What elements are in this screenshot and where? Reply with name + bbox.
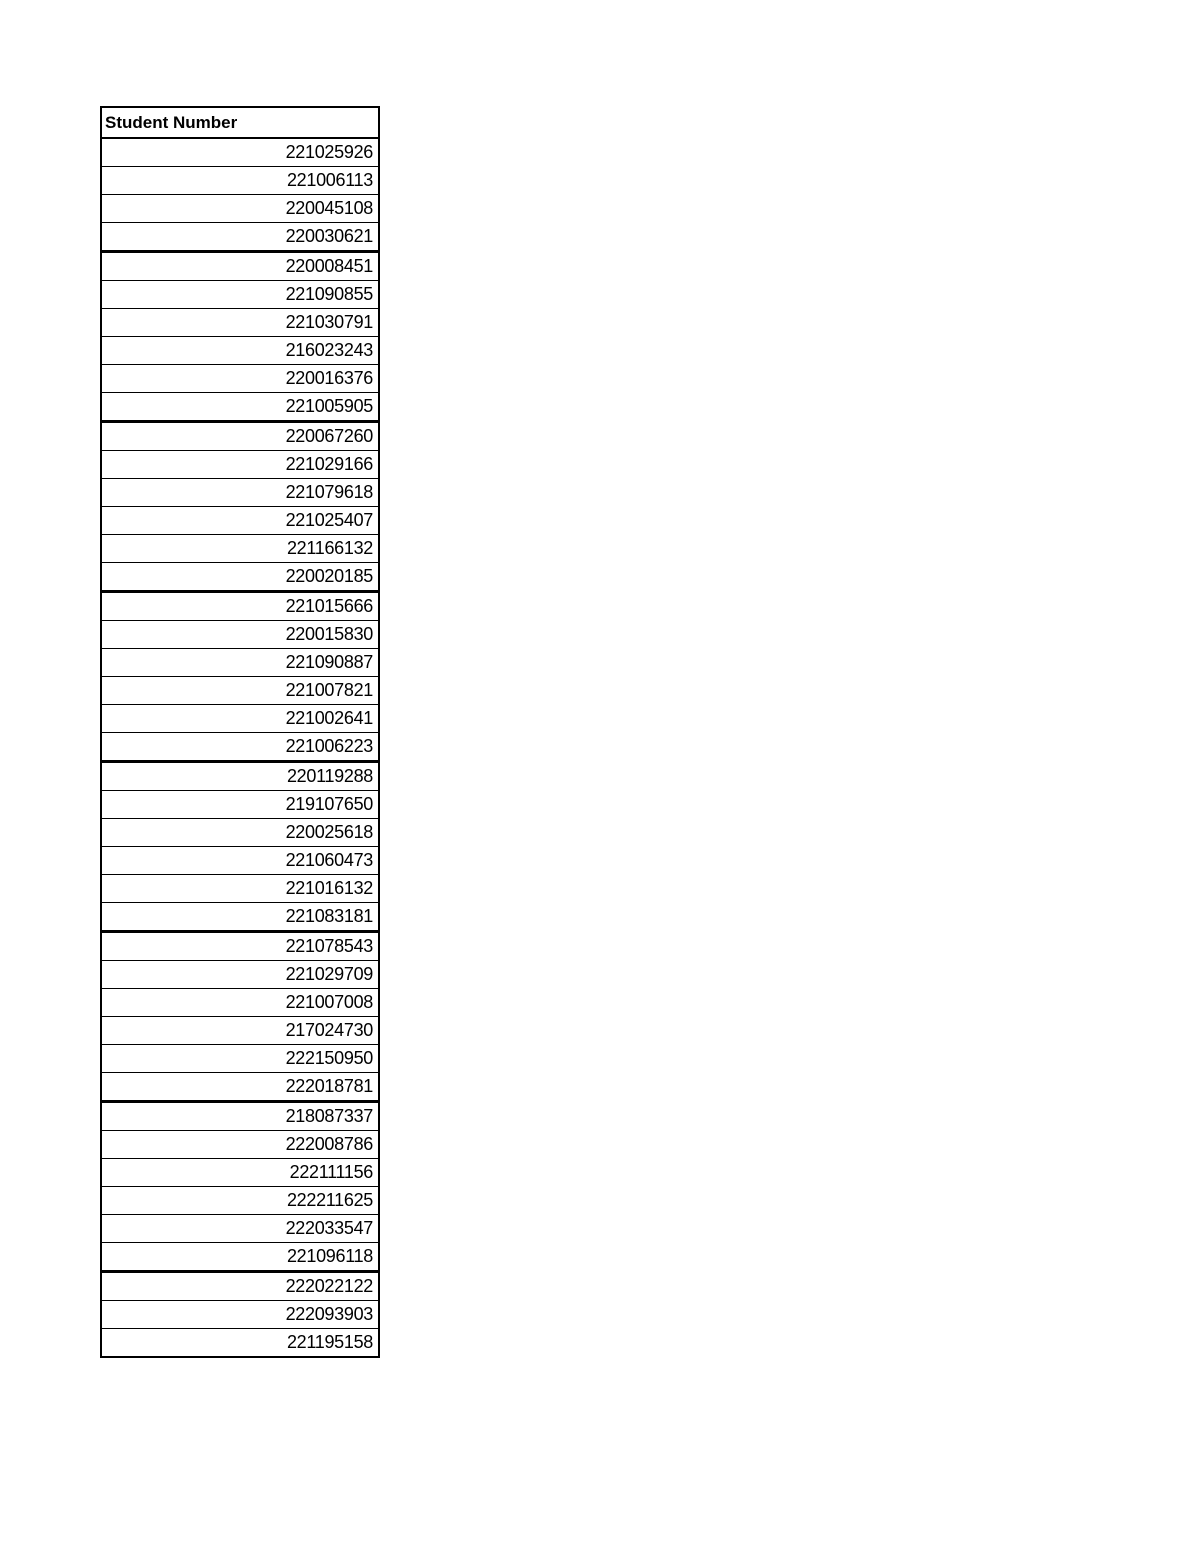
table-row — [101, 195, 379, 223]
table-row — [101, 733, 379, 762]
student-number-cell: 222022122 — [101, 1272, 379, 1301]
student-number-cell: 222093903 — [101, 1301, 379, 1329]
table-row — [101, 649, 379, 677]
student-number-cell: 221078543 — [101, 932, 379, 961]
table-row — [101, 705, 379, 733]
student-number-cell: 220067260 — [101, 422, 379, 451]
table-row — [101, 422, 379, 451]
table-row — [101, 507, 379, 535]
student-number-cell: 220016376 — [101, 365, 379, 393]
student-number-cell: 219107650 — [101, 791, 379, 819]
student-number-table — [100, 106, 380, 1358]
table-row — [101, 1187, 379, 1215]
table-row — [101, 819, 379, 847]
student-number-cell: 221090887 — [101, 649, 379, 677]
table-row — [101, 592, 379, 621]
table-row — [101, 677, 379, 705]
student-number-cell: 220020185 — [101, 563, 379, 592]
table-row — [101, 1017, 379, 1045]
table-row — [101, 337, 379, 365]
student-number-cell: 220008451 — [101, 252, 379, 281]
student-number-cell: 221005905 — [101, 393, 379, 422]
column-header-student-number: Student Number — [101, 107, 379, 138]
student-number-cell: 218087337 — [101, 1102, 379, 1131]
table-row — [101, 847, 379, 875]
table-row — [101, 791, 379, 819]
table-row — [101, 1243, 379, 1272]
student-number-cell: 221096118 — [101, 1243, 379, 1272]
student-number-cell: 222018781 — [101, 1073, 379, 1102]
table-row — [101, 1102, 379, 1131]
student-number-cell: 221006223 — [101, 733, 379, 762]
student-number-cell: 221007821 — [101, 677, 379, 705]
table-row — [101, 167, 379, 195]
table-row — [101, 1131, 379, 1159]
student-number-cell: 220119288 — [101, 762, 379, 791]
table-row — [101, 563, 379, 592]
student-number-cell: 221029709 — [101, 961, 379, 989]
table-row — [101, 875, 379, 903]
student-number-cell: 221083181 — [101, 903, 379, 932]
table-row — [101, 138, 379, 167]
student-number-cell: 221079618 — [101, 479, 379, 507]
table-row — [101, 903, 379, 932]
table-row — [101, 252, 379, 281]
table-row — [101, 1272, 379, 1301]
table-row — [101, 365, 379, 393]
table-row — [101, 1329, 379, 1358]
table-row — [101, 1073, 379, 1102]
student-number-cell: 221195158 — [101, 1329, 379, 1358]
student-number-cell: 221015666 — [101, 592, 379, 621]
table-row — [101, 1159, 379, 1187]
table-row — [101, 961, 379, 989]
student-number-cell: 217024730 — [101, 1017, 379, 1045]
student-number-cell: 220030621 — [101, 223, 379, 252]
student-number-cell: 221025407 — [101, 507, 379, 535]
student-number-cell: 222008786 — [101, 1131, 379, 1159]
student-number-cell: 221166132 — [101, 535, 379, 563]
student-number-cell: 221030791 — [101, 309, 379, 337]
table-row — [101, 762, 379, 791]
table-row — [101, 309, 379, 337]
table-row — [101, 1301, 379, 1329]
student-number-cell: 222033547 — [101, 1215, 379, 1243]
table-row — [101, 535, 379, 563]
table-row — [101, 281, 379, 309]
student-number-cell: 221029166 — [101, 451, 379, 479]
student-number-cell: 221016132 — [101, 875, 379, 903]
table-row — [101, 1215, 379, 1243]
table-row — [101, 989, 379, 1017]
student-number-cell: 221060473 — [101, 847, 379, 875]
table-row — [101, 451, 379, 479]
student-number-rows — [101, 138, 379, 1357]
table-row — [101, 479, 379, 507]
student-number-cell: 220045108 — [101, 195, 379, 223]
header-row — [101, 107, 379, 138]
student-number-cell: 222150950 — [101, 1045, 379, 1073]
student-number-cell: 221025926 — [101, 138, 379, 167]
student-number-cell: 221090855 — [101, 281, 379, 309]
student-number-cell: 222211625 — [101, 1187, 379, 1215]
table-row — [101, 223, 379, 252]
student-number-cell: 220025618 — [101, 819, 379, 847]
student-number-cell: 216023243 — [101, 337, 379, 365]
student-number-cell: 222111156 — [101, 1159, 379, 1187]
table-row — [101, 1045, 379, 1073]
table-row — [101, 621, 379, 649]
student-number-cell: 221002641 — [101, 705, 379, 733]
table-row — [101, 393, 379, 422]
student-number-cell: 221007008 — [101, 989, 379, 1017]
student-number-cell: 221006113 — [101, 167, 379, 195]
student-number-cell: 220015830 — [101, 621, 379, 649]
table-row — [101, 932, 379, 961]
